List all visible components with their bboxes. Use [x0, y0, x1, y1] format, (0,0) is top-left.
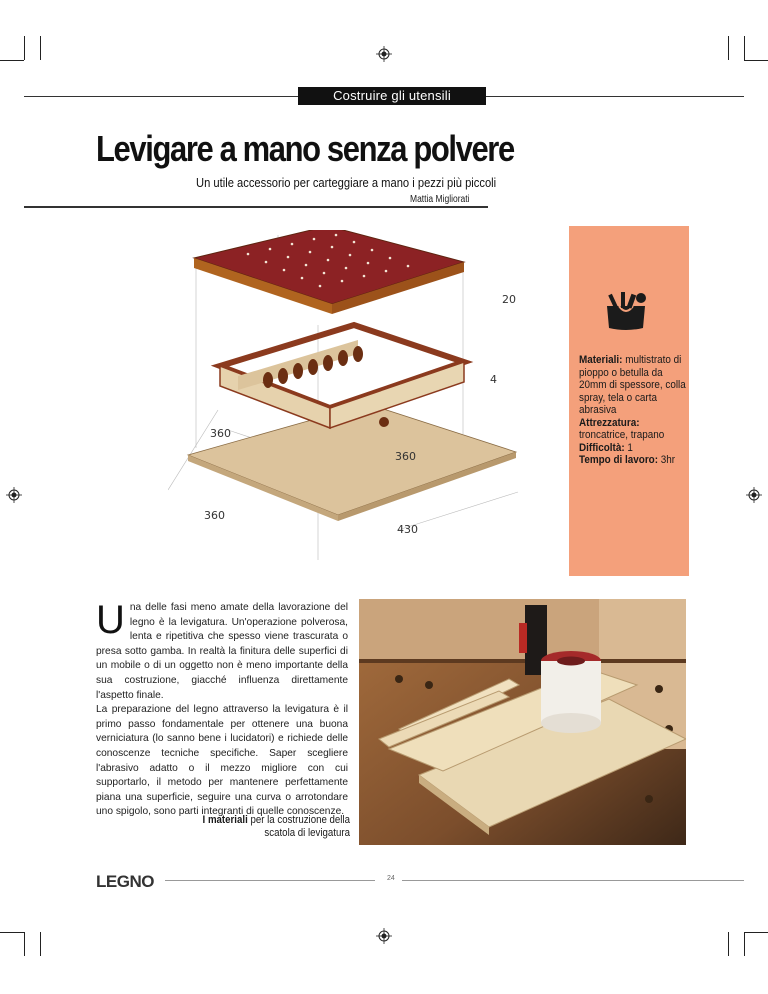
article-subtitle: Un utile accessorio per carteggiare a mano i pezzi più piccoli [196, 175, 497, 190]
crop-mark [728, 932, 729, 956]
registration-mark-icon [376, 928, 392, 944]
article-title: Levigare a mano senza polvere [96, 128, 514, 169]
toolbox-icon [599, 292, 653, 332]
dimension-label: 20 [502, 293, 516, 306]
dimension-label: 430 [397, 523, 418, 536]
materials-photo [359, 599, 686, 845]
body-paragraph: na delle fasi meno amate della lavorazione del legno è la levigatura. Un'operazione polverosa, lenta e ripetitiva che spesso viene trascurata o presa sotto gamba. In realtà la finitura delle superfici di un mobile o di un oggetto non è meno importante della sua costruzione, giacché influenza direttamente l'aspetto finale. [96, 602, 348, 701]
exploded-box-drawing [168, 230, 548, 590]
article-author: Mattia Migliorati [410, 194, 470, 205]
caption-bold: I materiali [202, 814, 248, 826]
drop-cap: U [96, 598, 125, 642]
body-paragraph: La preparazione del legno attraverso la levigatura è il primo passo fondamentale per ottenere una buona verniciatura (lo sanno bene i lucidatori) e richiede delle conoscenze tecniche specifiche. Saper scegliere l'abrasivo adatto o il mezzo migliore con cui supportarlo, il metodo per mantenere perfettamente piana una superficie, seguire una curva o arrotondare uno spigolo, sono parti integranti di quelle conoscenze. [96, 704, 348, 818]
time-label: Tempo di lavoro: [579, 454, 659, 466]
dimension-label: 4 [490, 373, 497, 386]
footer-rule [165, 880, 375, 881]
footer-rule [402, 880, 744, 881]
difficulty-label: Difficoltà: [579, 441, 625, 454]
crop-mark [40, 932, 41, 956]
crop-mark [728, 36, 729, 60]
crop-mark [744, 36, 745, 60]
dimension-label: 360 [210, 427, 231, 440]
photo-caption [200, 814, 350, 840]
registration-mark-icon [376, 46, 392, 62]
crop-mark [24, 36, 25, 60]
crop-mark [744, 932, 745, 956]
materials-text: multistrato di pioppo o betulla da 20mm di spessore, colla spray, tela o carta abrasiva [579, 354, 686, 416]
tools-label: Attrezzatura: [579, 416, 640, 429]
caption-text: per la costruzione della scatola di levigatura [247, 814, 350, 839]
magazine-logo: LEGNO [96, 872, 154, 891]
crop-mark [744, 60, 768, 61]
crop-mark [24, 932, 25, 956]
registration-mark-icon [746, 487, 762, 503]
section-label: Costruire gli utensili [298, 87, 486, 105]
difficulty-text: 1 [624, 441, 633, 454]
page-number: 24 [387, 875, 395, 882]
materials-label: Materiali: [579, 354, 623, 366]
title-rule [24, 206, 488, 208]
project-info [579, 354, 687, 467]
crop-mark [0, 932, 24, 933]
crop-mark [40, 36, 41, 60]
article-body [96, 598, 348, 820]
crop-mark [0, 60, 24, 61]
time-text: 3hr [658, 454, 676, 466]
tools-text: troncatrice, trapano [579, 429, 665, 441]
dimension-label: 360 [395, 450, 416, 463]
dimension-label: 360 [204, 509, 225, 522]
crop-mark [744, 932, 768, 933]
info-sidebar [569, 226, 689, 576]
registration-mark-icon [6, 487, 22, 503]
